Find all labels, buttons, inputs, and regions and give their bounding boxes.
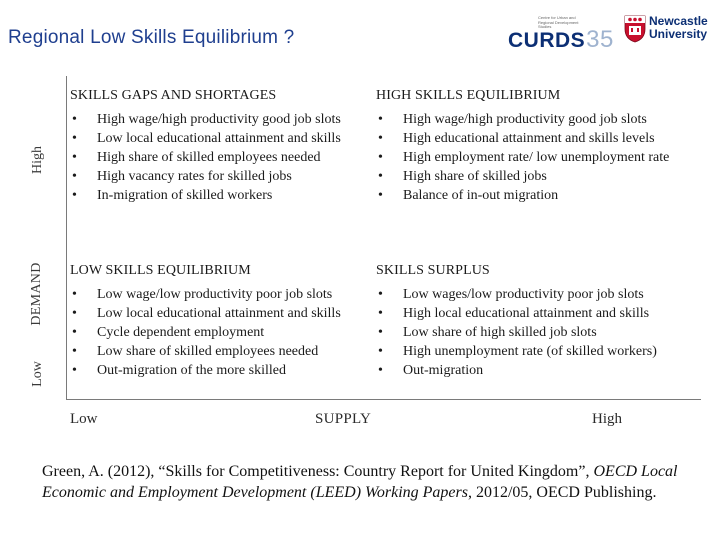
list-item: • Low local educational attainment and skills bbox=[70, 304, 362, 323]
logo-bar bbox=[508, 12, 708, 52]
list-item: • In-migration of skilled workers bbox=[70, 186, 362, 205]
list-item: • High employment rate/ low unemployment rate bbox=[376, 148, 671, 167]
list-item: • Out-migration bbox=[376, 361, 694, 380]
page-title: Regional Low Skills Equilibrium ? bbox=[8, 27, 295, 48]
list-item: • High vacancy rates for skilled jobs bbox=[70, 167, 362, 186]
quadrant-heading: SKILLS SURPLUS bbox=[376, 263, 490, 278]
newcastle-logo-line2: University bbox=[649, 27, 708, 41]
quadrant-high-skills-equilibrium bbox=[376, 86, 694, 205]
y-axis-low-label: Low bbox=[30, 361, 45, 387]
list-item: • High share of skilled employees needed bbox=[70, 148, 362, 167]
bullet-list bbox=[70, 285, 362, 380]
list-item: • High unemployment rate (of skilled workers) bbox=[376, 342, 694, 361]
x-axis-low-label: Low bbox=[70, 411, 98, 427]
x-axis-high-label: High bbox=[592, 411, 622, 427]
quadrant-skills-surplus bbox=[376, 261, 694, 380]
list-item: • Out-migration of the more skilled bbox=[70, 361, 362, 380]
y-axis-high-label: High bbox=[30, 146, 45, 174]
curds-logo-subtitle: Centre for Urban and Regional Development Studies bbox=[538, 15, 579, 29]
list-item: • Low share of high skilled job slots bbox=[376, 323, 694, 342]
list-item: • High wage/high productivity good job slots bbox=[70, 110, 362, 129]
y-axis-label: DEMAND bbox=[29, 262, 44, 326]
citation-author-title: Green, A. (2012), “Skills for Competitiveness: Country Report for United Kingdom”, bbox=[42, 463, 590, 480]
list-item: • Low share of skilled employees needed bbox=[70, 342, 362, 361]
bullet-list bbox=[376, 110, 694, 205]
citation-series: OECD Local Economic and Employment Development (LEED) Working Papers bbox=[42, 463, 678, 501]
list-item: • Low wages/low productivity poor job slots bbox=[376, 285, 694, 304]
citation-publisher: , 2012/05, OECD Publishing. bbox=[467, 484, 657, 501]
quadrant-low-skills-equilibrium bbox=[70, 261, 362, 380]
citation bbox=[42, 461, 692, 503]
quadrant-heading: HIGH SKILLS EQUILIBRIUM bbox=[376, 88, 561, 103]
curds-logo bbox=[508, 26, 614, 54]
list-item: • Low local educational attainment and skills bbox=[70, 129, 362, 148]
list-item: • High wage/high productivity good job slots bbox=[376, 110, 694, 129]
newcastle-logo-line1: Newcastle bbox=[649, 14, 708, 28]
quadrant-heading: LOW SKILLS EQUILIBRIUM bbox=[70, 263, 251, 278]
list-item: • Low wage/low productivity poor job slots bbox=[70, 285, 362, 304]
list-item: • High educational attainment and skills levels bbox=[376, 129, 694, 148]
list-item: • High share of skilled jobs bbox=[376, 167, 694, 186]
bullet-list bbox=[70, 110, 362, 205]
list-item: • High local educational attainment and skills bbox=[376, 304, 694, 323]
curds-logo-number: 35 bbox=[586, 26, 614, 53]
quadrant-skills-gaps bbox=[70, 86, 362, 205]
university-crest-icon bbox=[624, 15, 646, 43]
curds-logo-text: CURDS bbox=[508, 29, 586, 52]
bullet-list bbox=[376, 285, 694, 380]
quadrant-heading: SKILLS GAPS AND SHORTAGES bbox=[70, 88, 277, 103]
list-item: • Cycle dependent employment bbox=[70, 323, 362, 342]
x-axis-label: SUPPLY bbox=[315, 411, 372, 427]
list-item: • Balance of in-out migration bbox=[376, 186, 694, 205]
newcastle-logo bbox=[649, 15, 708, 41]
